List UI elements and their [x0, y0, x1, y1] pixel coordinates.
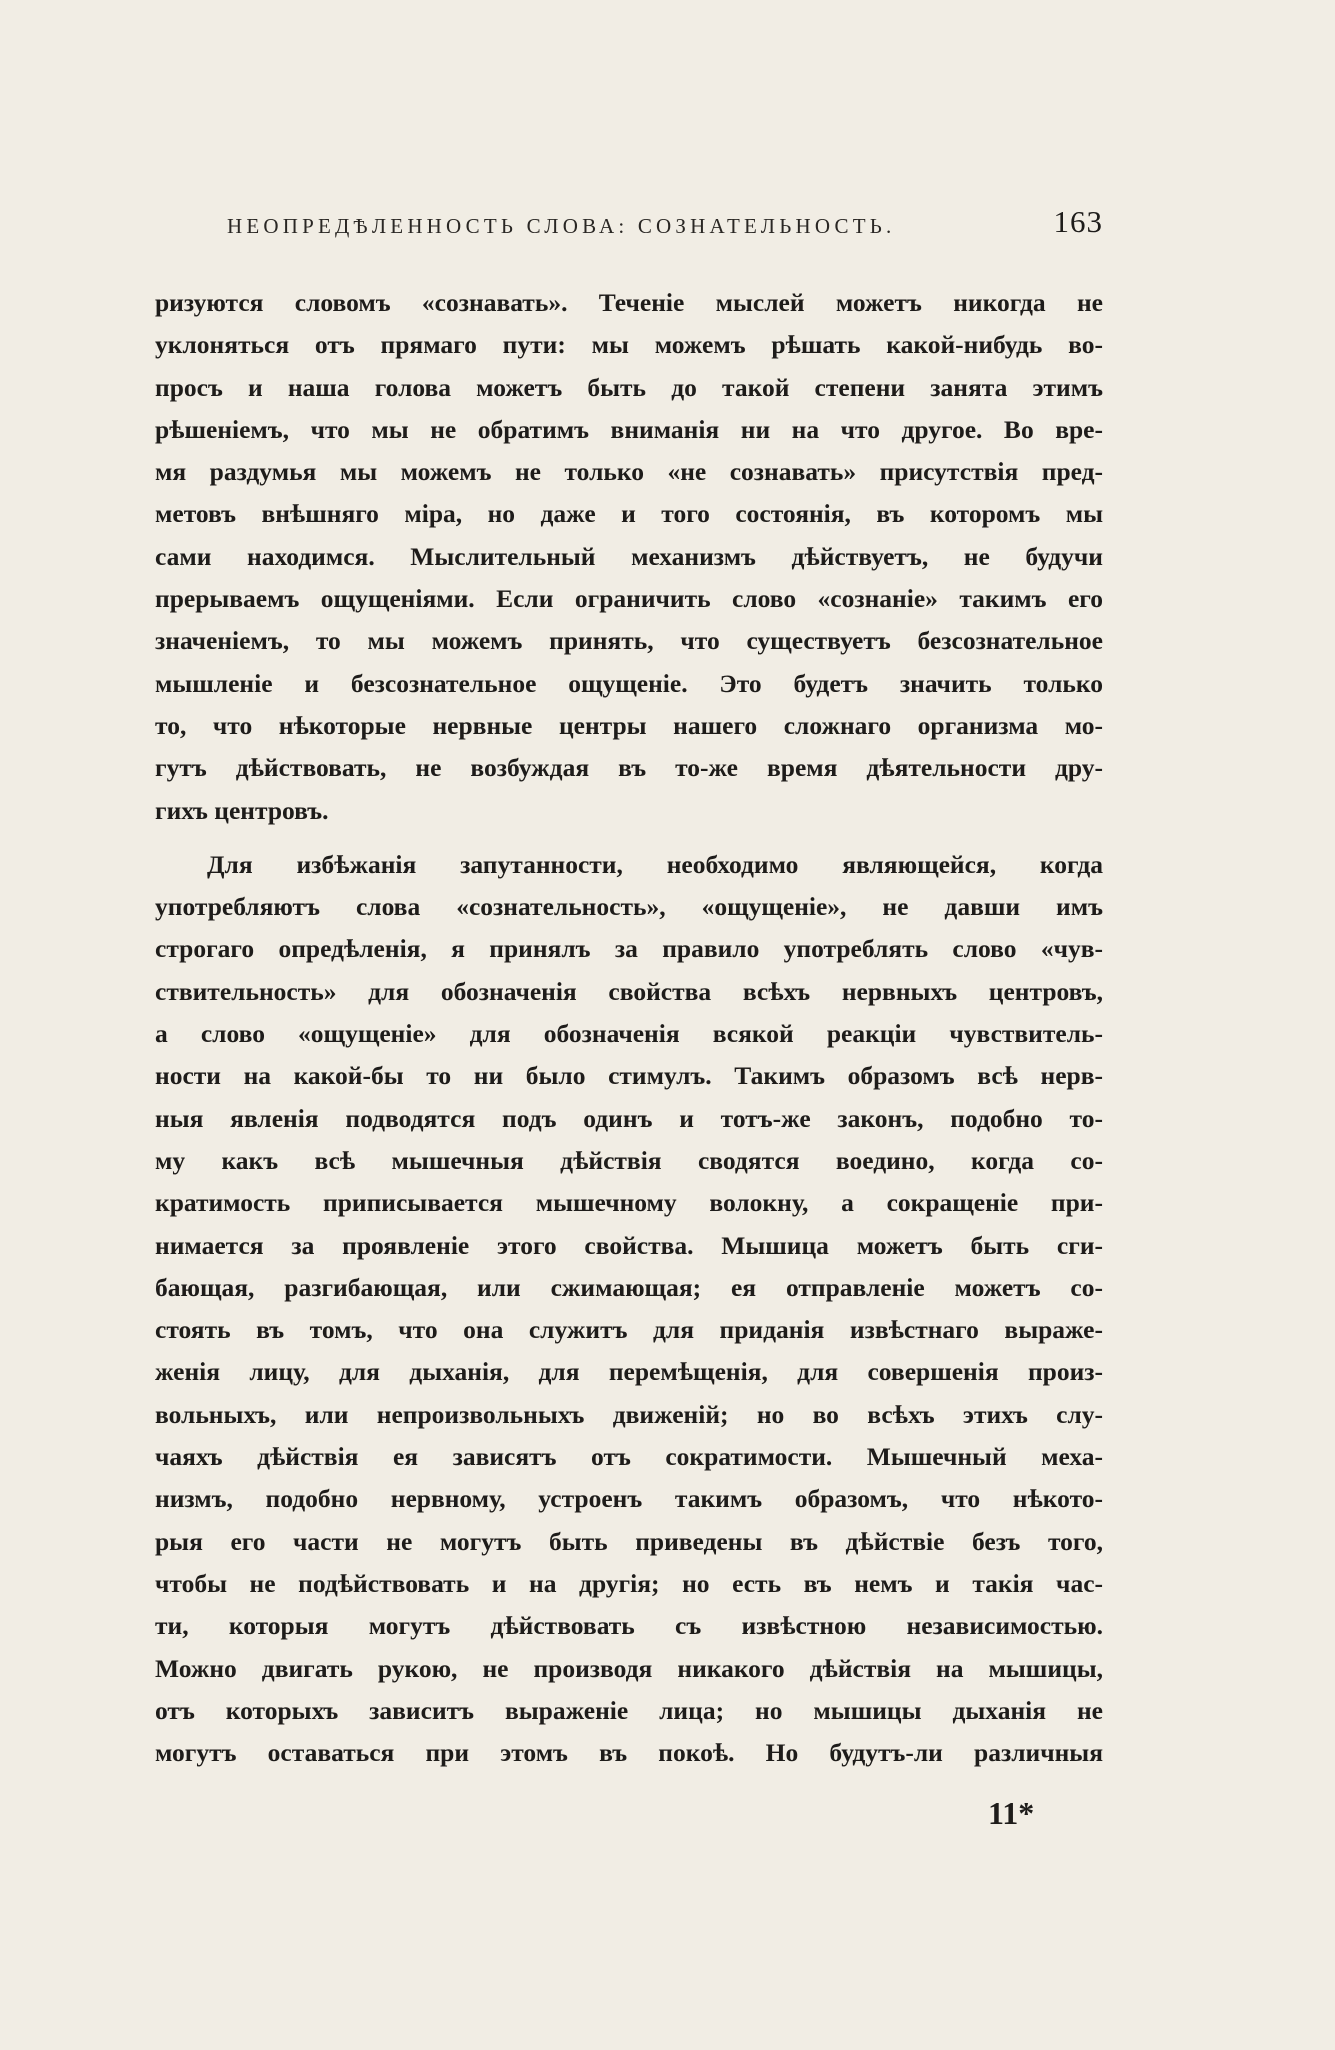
text-line: отъ которыхъ зависитъ выраженіе лица; но мышицы дыханія не: [155, 1695, 1103, 1725]
text-line: чтобы не подѣйствовать и на другія; но есть въ немъ и такія час-: [155, 1568, 1103, 1598]
text-line: рѣшеніемъ, что мы не обратимъ вниманія ни на что другое. Во вре-: [155, 414, 1103, 444]
text-line: ствительность» для обозначенія свойства всѣхъ нервныхъ центровъ,: [155, 976, 1103, 1006]
text-line: уклоняться отъ прямаго пути: мы можемъ рѣшать какой-нибудь во-: [155, 330, 1103, 360]
text-line: стоять въ томъ, что она служитъ для приданія извѣстнаго выраже-: [155, 1315, 1103, 1345]
text-line: прерываемъ ощущеніями. Если ограничить слово «сознаніе» такимъ его: [155, 584, 1103, 614]
paragraph: [155, 844, 1103, 1775]
text-line: гутъ дѣйствовать, не возбуждая въ то-же время дѣятельности дру-: [155, 753, 1103, 783]
text-line: сами находимся. Мыслительный механизмъ дѣйствуетъ, не будучи: [155, 541, 1103, 571]
page-header: [155, 200, 1103, 248]
text-line: нимается за проявленіе этого свойства. Мышица можетъ быть сги-: [155, 1230, 1103, 1260]
page-number: 163: [1053, 204, 1103, 239]
running-head: НЕОПРЕДѢЛЕННОСТЬ СЛОВА: СОЗНАТЕЛЬНОСТЬ.: [227, 214, 896, 238]
text-line: а слово «ощущеніе» для обозначенія всякой реакціи чувствитель-: [155, 1019, 1103, 1049]
text-line: чаяхъ дѣйствія ея зависятъ отъ сократимости. Мышечный меха-: [155, 1442, 1103, 1472]
text-line: мышленіе и безсознательное ощущеніе. Это будетъ значить только: [155, 668, 1103, 698]
text-line: женія лицу, для дыханія, для перемѣщенія, для совершенія произ-: [155, 1357, 1103, 1387]
text-line: метовъ внѣшняго міра, но даже и того состоянія, въ которомъ мы: [155, 499, 1103, 529]
text-line: строгаго опредѣленія, я принялъ за правило употреблять слово «чув-: [155, 934, 1103, 964]
paragraph-gap: [155, 832, 1103, 844]
text-line: вольныхъ, или непроизвольныхъ движеній; но во всѣхъ этихъ слу-: [155, 1399, 1103, 1429]
text-line: употребляютъ слова «сознательность», «ощущеніе», не давши имъ: [155, 892, 1103, 922]
text-line: ризуются словомъ «сознавать». Теченіе мыслей можетъ никогда не: [155, 288, 1103, 317]
text-line: ти, которыя могутъ дѣйствовать съ извѣстною независимостью.: [155, 1611, 1103, 1641]
text-line: просъ и наша голова можетъ быть до такой степени занята этимъ: [155, 372, 1103, 402]
text-line: рыя его части не могутъ быть приведены въ дѣйствіе безъ того,: [155, 1526, 1103, 1556]
text-line: мя раздумья мы можемъ не только «не сознавать» присутствія пред-: [155, 457, 1103, 487]
text-line: гихъ центровъ.: [155, 795, 329, 825]
text-line: низмъ, подобно нервному, устроенъ такимъ образомъ, что нѣкото-: [155, 1484, 1103, 1514]
paragraph: [155, 282, 1103, 832]
text-line: значеніемъ, то мы можемъ принять, что существуетъ безсознательное: [155, 626, 1103, 656]
text-line: ныя явленія подводятся подъ одинъ и тотъ-же законъ, подобно то-: [155, 1103, 1103, 1133]
body-text: [155, 282, 1103, 1774]
text-line: то, что нѣкоторые нервные центры нашего сложнаго организма мо-: [155, 710, 1103, 740]
text-line: му какъ всѣ мышечныя дѣйствія сводятся воедино, когда со-: [155, 1145, 1103, 1175]
text-line: ности на какой-бы то ни было стимулъ. Такимъ образомъ всѣ нерв-: [155, 1061, 1103, 1091]
signature-mark: 11*: [988, 1795, 1035, 1831]
text-line: кратимость приписывается мышечному волокну, а сокращеніе при-: [155, 1188, 1103, 1218]
text-line: Можно двигать рукою, не производя никакого дѣйствія на мышицы,: [155, 1653, 1103, 1683]
text-line: Для избѣжанія запутанности, необходимо являющейся, когда: [207, 849, 1103, 879]
text-line: бающая, разгибающая, или сжимающая; ея отправленіе можетъ со-: [155, 1272, 1103, 1302]
text-line: могутъ оставаться при этомъ въ покоѣ. Но будутъ-ли различныя: [155, 1738, 1103, 1768]
